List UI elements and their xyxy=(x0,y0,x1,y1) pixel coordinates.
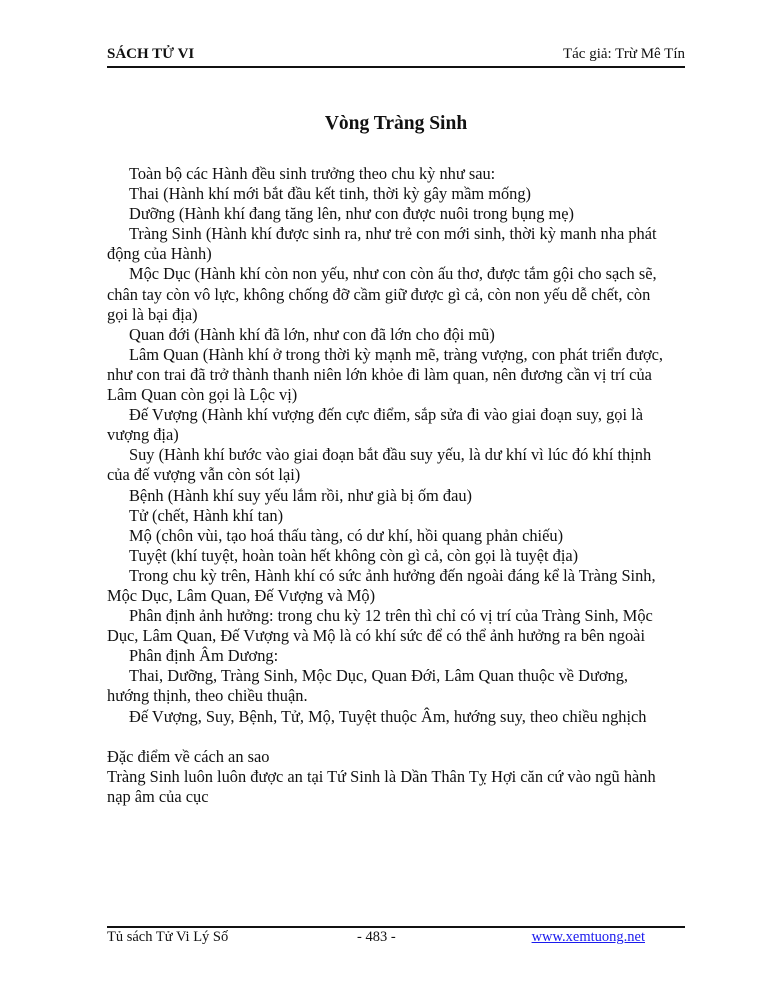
paragraph: Bệnh (Hành khí suy yếu lắm rồi, như già bị ốm đau) xyxy=(129,485,473,505)
paragraph: Lâm Quan (Hành khí ở trong thời kỳ mạnh mẽ, tràng vượng, con phát triển được, như con trai đã trở thành thanh niên lớn khỏe đi làm quan, nên đương cần vị trí của Lâm Quan còn gọi là Lộc vị) xyxy=(107,344,664,405)
paragraph: Dưỡng (Hành khí đang tăng lên, như con được nuôi trong bụng mẹ) xyxy=(129,204,575,224)
paragraph: Đế Vượng (Hành khí vượng đến cực điểm, sắp sửa đi vào giai đoạn suy, gọi là vượng địa) xyxy=(107,405,643,445)
website-link[interactable]: www.xemtuong.net xyxy=(531,929,645,945)
section-heading: Đặc điểm về cách an sao xyxy=(107,746,270,766)
paragraph: Mộ (chôn vùi, tạo hoá thấu tàng, có dư khí, hồi quang phản chiếu) xyxy=(129,525,564,545)
blank-line xyxy=(107,727,667,747)
paragraph: Thai (Hành khí mới bắt đầu kết tinh, thời kỳ gây mầm mống) xyxy=(129,184,531,204)
paragraph: Tràng Sinh (Hành khí được sinh ra, như trẻ con mới sinh, thời kỳ manh nha phát động của Hành) xyxy=(107,224,657,264)
paragraph: Tử (chết, Hành khí tan) xyxy=(129,505,284,525)
paragraph: Tràng Sinh luôn luôn được an tại Tứ Sinh là Dần Thân Tỵ Hợi căn cứ vào ngũ hành nạp âm của cục xyxy=(107,766,656,806)
paragraph: Phân định Âm Dương: xyxy=(129,646,279,666)
page-number: - 483 - xyxy=(357,929,396,945)
author-line: Tác giả: Trừ Mê Tín xyxy=(562,46,685,62)
paragraph: Quan đới (Hành khí đã lớn, như con đã lớn cho đội mũ) xyxy=(129,324,495,344)
paragraph: Toàn bộ các Hành đều sinh trưởng theo chu kỳ như sau: xyxy=(129,164,496,183)
body-text xyxy=(107,164,667,807)
page-header xyxy=(107,44,685,68)
paragraph: Phân định ảnh hưởng: trong chu kỳ 12 trên thì chỉ có vị trí của Tràng Sinh, Mộc Dục, Lâm Quan, Đế Vượng và Mộ là có khí sức để có thể ảnh hưởng ra bên ngoài xyxy=(107,606,653,646)
paragraph: Tuyệt (khí tuyệt, hoàn toàn hết không còn gì cả, còn gọi là tuyệt địa) xyxy=(129,545,579,565)
paragraph: Thai, Dưỡng, Tràng Sinh, Mộc Dục, Quan Đới, Lâm Quan thuộc về Dương, hướng thịnh, theo chiều thuận. xyxy=(107,666,629,706)
paragraph: Đế Vượng, Suy, Bệnh, Tử, Mộ, Tuyệt thuộc Âm, hướng suy, theo chiều nghịch xyxy=(129,706,647,726)
page-footer xyxy=(107,926,685,950)
paragraph: Suy (Hành khí bước vào giai đoạn bắt đầu suy yếu, là dư khí vì lúc đó khí thịnh của đế vượng vẫn còn sót lại) xyxy=(107,445,652,485)
paragraph: Trong chu kỳ trên, Hành khí có sức ảnh hưởng đến ngoài đáng kể là Tràng Sinh, Mộc Dục, Lâm Quan, Đế Vượng và Mộ) xyxy=(107,565,656,605)
footer-series: Tủ sách Tử Vi Lý Số xyxy=(107,929,229,945)
book-title: SÁCH TỬ VI xyxy=(107,46,195,62)
paragraph: Mộc Dục (Hành khí còn non yếu, như con còn ấu thơ, được tắm gội cho sạch sẽ, chân tay còn vô lực, không chống đỡ cầm giữ được gì cả, còn non yếu dễ chết, còn gọi là bại địa) xyxy=(107,264,657,324)
page-title: Vòng Tràng Sinh xyxy=(324,113,468,134)
